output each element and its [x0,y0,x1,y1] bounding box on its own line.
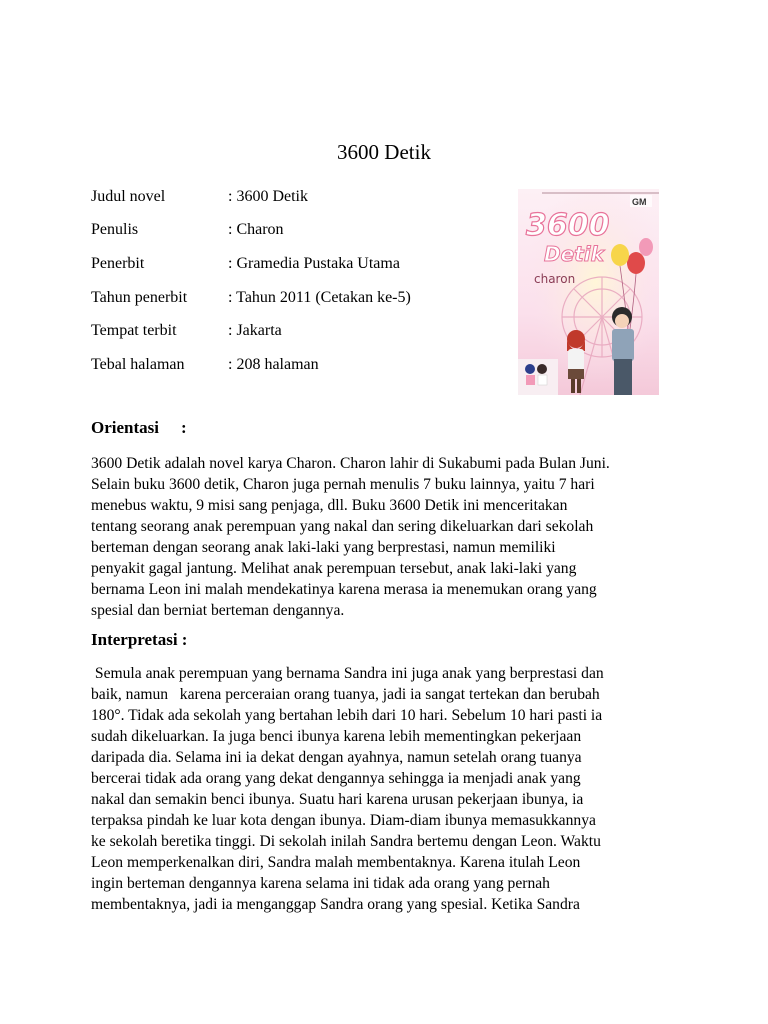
paragraph-line: 3600 Detik adalah novel karya Charon. Charon lahir di Sukabumi pada Bulan Juni. [91,455,610,472]
info-row-tahun [91,281,511,315]
info-value: : Charon [228,221,284,239]
info-row-penulis [91,214,511,248]
orientasi-heading-colon: : [181,418,187,437]
cover-title-bottom: Detik [544,242,604,266]
paragraph-line: 180°. Tidak ada sekolah yang bertahan lebih dari 10 hari. Sebelum 10 hari pasti ia [91,707,603,724]
info-row-penerbit [91,247,511,281]
cover-title-top: 3600 [526,208,610,243]
info-label: Judul novel [91,187,166,205]
paragraph-line: sudah dikeluarkan. Ia juga benci ibunya karena lebih mementingkan pekerjaan [91,728,582,745]
info-value: : 208 halaman [228,355,319,373]
paragraph-line: bercerai tidak ada orang yang dekat dengannya sehingga ia menjadi anak yang [91,770,581,787]
boy-figure [612,307,634,395]
paragraph-line: membentaknya, jadi ia menganggap Sandra orang yang spesial. Ketika Sandra [91,896,580,913]
small-couple-graphic [518,359,558,395]
info-label: Tahun penerbit [91,288,188,306]
paragraph-line: penyakit gagal jantung. Melihat anak perempuan tersebut, anak laki-laki yang [91,560,577,577]
paragraph-line: baik, namun karena perceraian orang tuanya, jadi ia sangat tertekan dan berubah [91,686,600,703]
paragraph-line: berteman dengan seorang anak laki-laki yang berprestasi, namun memiliki [91,539,556,556]
paragraph-line: daripada dia. Selama ini ia dekat dengan ayahnya, namun setelah orang tuanya [91,749,582,766]
paragraph-line: bernama Leon ini malah mendekatinya karena merasa ia menemukan orang yang [91,581,597,598]
paragraph-line: Semula anak perempuan yang bernama Sandra ini juga anak yang berprestasi dan [91,665,604,682]
paragraph-line: ingin berteman dengannya karena selama ini tidak ada orang yang pernah [91,875,550,892]
info-label: Tebal halaman [91,355,185,373]
paragraph-line: spesial dan berniat berteman dengannya. [91,602,345,619]
interpretasi-paragraph [91,663,691,915]
paragraph-line: Leon memperkenalkan diri, Sandra malah membentaknya. Karena itulah Leon [91,854,581,871]
paragraph-line: nakal dan semakin benci ibunya. Suatu hari karena urusan pekerjaan ibunya, ia [91,791,584,808]
paragraph-line: ke sekolah beretika tinggi. Di sekolah inilah Sandra bertemu dengan Leon. Waktu [91,833,601,850]
info-value: : Tahun 2011 (Cetakan ke-5) [228,288,411,306]
orientasi-heading-text: Orientasi [91,418,159,437]
orientasi-paragraph [91,453,691,621]
orientasi-heading [91,417,187,439]
paragraph-line: tentang seorang anak perempuan yang nakal dan sering dikeluarkan dari sekolah [91,518,594,535]
paragraph-line: Selain buku 3600 detik, Charon juga pernah menulis 7 buku lainnya, yaitu 7 hari [91,476,595,493]
info-label: Penulis [91,221,139,239]
cover-author: charon [534,272,576,286]
info-label: Tempat terbit [91,322,177,340]
info-row-tempat [91,314,511,348]
paragraph-line: terpaksa pindah ke luar kota dengan ibunya. Diam-diam ibunya memasukkannya [91,812,596,829]
interpretasi-heading: Interpretasi : [91,630,188,649]
info-value: : Jakarta [228,322,282,340]
book-cover-image [518,189,659,395]
info-row-judul [91,180,511,214]
info-value: : Gramedia Pustaka Utama [228,254,400,272]
paragraph-line: menebus waktu, 9 misi sang penjaga, dll. Buku 3600 Detik ini menceritakan [91,497,568,514]
document-title: 3600 Detik [337,140,431,164]
publisher-mark: GM [632,197,647,207]
info-label: Penerbit [91,254,145,272]
book-info-table [91,180,511,382]
info-row-tebal [91,348,511,382]
info-value: : 3600 Detik [228,187,308,205]
